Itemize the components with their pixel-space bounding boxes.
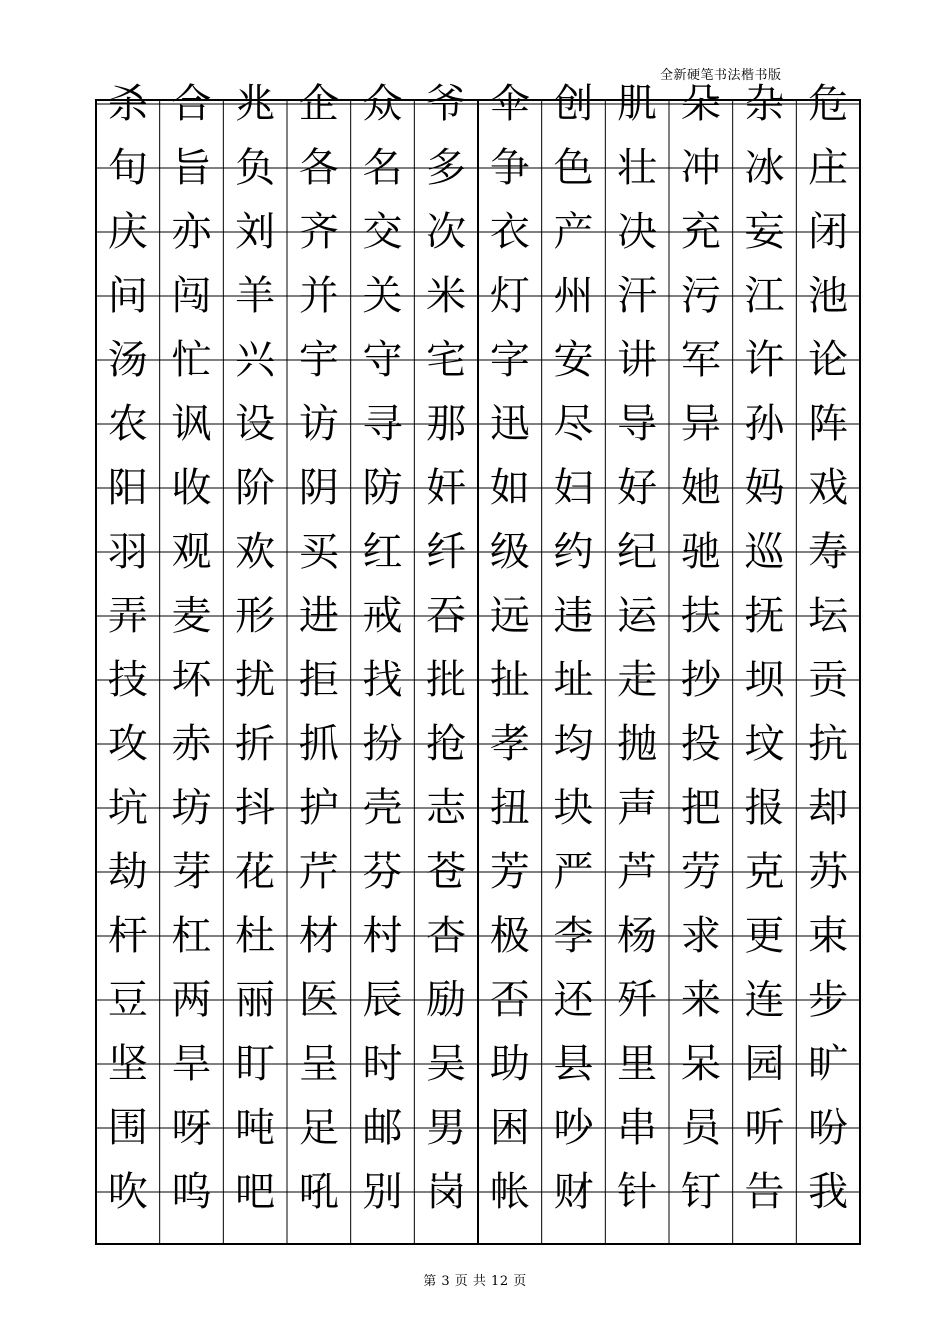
practice-character: 忙 (171, 337, 212, 383)
practice-character: 芬 (362, 849, 403, 895)
practice-character: 批 (426, 657, 467, 703)
practice-character: 交 (362, 209, 403, 255)
practice-character: 买 (298, 529, 339, 575)
practice-character: 员 (680, 1105, 721, 1151)
practice-character: 闭 (808, 209, 849, 255)
practice-character: 阶 (235, 465, 276, 511)
practice-character: 报 (744, 785, 785, 831)
practice-character: 医 (298, 977, 339, 1023)
practice-character: 抛 (617, 721, 658, 767)
practice-character: 羊 (235, 273, 276, 319)
practice-character: 米 (426, 273, 467, 319)
practice-character: 扰 (235, 657, 276, 703)
practice-character: 束 (808, 913, 849, 959)
practice-character: 好 (617, 465, 658, 511)
practice-character: 合 (171, 81, 212, 127)
practice-character: 军 (680, 337, 721, 383)
practice-character: 坟 (744, 721, 785, 767)
practice-character: 兆 (235, 81, 276, 127)
practice-character: 投 (680, 721, 721, 767)
practice-character: 岗 (426, 1169, 467, 1215)
practice-character: 负 (235, 145, 276, 191)
practice-character: 更 (744, 913, 785, 959)
practice-character: 宅 (426, 337, 467, 383)
practice-character: 那 (426, 401, 467, 447)
practice-character: 李 (553, 913, 594, 959)
practice-character: 闯 (171, 273, 212, 319)
practice-character: 寿 (808, 529, 849, 575)
practice-character: 址 (553, 657, 594, 703)
practice-character: 抚 (744, 593, 785, 639)
practice-character: 观 (171, 529, 212, 575)
practice-character: 阵 (808, 401, 849, 447)
practice-character: 听 (744, 1105, 785, 1151)
practice-character: 钉 (680, 1169, 721, 1215)
practice-character: 决 (617, 209, 658, 255)
practice-character: 别 (362, 1169, 403, 1215)
practice-character: 汤 (107, 337, 148, 383)
practice-character: 苍 (426, 849, 467, 895)
practice-character: 寻 (362, 401, 403, 447)
practice-character: 抄 (680, 657, 721, 703)
practice-character: 阴 (298, 465, 339, 511)
practice-character: 走 (617, 657, 658, 703)
practice-character: 庄 (808, 145, 849, 191)
practice-character: 呜 (171, 1169, 212, 1215)
practice-character: 弄 (107, 593, 148, 639)
practice-character: 劳 (680, 849, 721, 895)
practice-character: 坏 (171, 657, 212, 703)
practice-character: 红 (362, 529, 403, 575)
practice-character: 形 (235, 593, 276, 639)
practice-character: 旬 (107, 145, 148, 191)
practice-character: 旱 (171, 1041, 212, 1087)
practice-character: 坚 (107, 1041, 148, 1087)
practice-character: 企 (298, 81, 339, 127)
practice-character: 吵 (553, 1105, 594, 1151)
practice-character: 次 (426, 209, 467, 255)
practice-character: 巡 (744, 529, 785, 575)
practice-character: 讽 (171, 401, 212, 447)
practice-character: 灯 (489, 273, 530, 319)
practice-character: 赤 (171, 721, 212, 767)
practice-character: 迅 (489, 401, 530, 447)
practice-character: 防 (362, 465, 403, 511)
practice-character: 纤 (426, 529, 467, 575)
practice-character: 杏 (426, 913, 467, 959)
practice-character: 庆 (107, 209, 148, 255)
practice-character: 导 (617, 401, 658, 447)
practice-character: 芳 (489, 849, 530, 895)
practice-character: 爷 (426, 81, 467, 127)
practice-character: 两 (171, 977, 212, 1023)
practice-character: 抢 (426, 721, 467, 767)
practice-character: 志 (426, 785, 467, 831)
practice-character: 宇 (298, 337, 339, 383)
practice-character: 农 (107, 401, 148, 447)
practice-character: 呀 (171, 1105, 212, 1151)
practice-character: 杀 (107, 81, 148, 127)
practice-character: 花 (235, 849, 276, 895)
practice-character: 坛 (808, 593, 849, 639)
practice-character: 杠 (171, 913, 212, 959)
practice-character: 告 (744, 1169, 785, 1215)
practice-character: 冲 (680, 145, 721, 191)
practice-character: 折 (235, 721, 276, 767)
practice-character: 否 (489, 977, 530, 1023)
practice-character: 妇 (553, 465, 594, 511)
practice-character: 芦 (617, 849, 658, 895)
practice-character: 汗 (617, 273, 658, 319)
practice-character: 护 (298, 785, 339, 831)
practice-character: 壳 (362, 785, 403, 831)
practice-character: 扭 (489, 785, 530, 831)
practice-character: 杆 (107, 913, 148, 959)
practice-character: 戏 (808, 465, 849, 511)
practice-character: 池 (808, 273, 849, 319)
practice-character: 均 (553, 721, 594, 767)
practice-character: 兴 (235, 337, 276, 383)
practice-character: 旨 (171, 145, 212, 191)
practice-character: 呈 (298, 1041, 339, 1087)
practice-character: 励 (426, 977, 467, 1023)
practice-character: 贡 (808, 657, 849, 703)
practice-character: 收 (171, 465, 212, 511)
practice-character: 把 (680, 785, 721, 831)
practice-character: 步 (808, 977, 849, 1023)
practice-character: 克 (744, 849, 785, 895)
practice-character: 驰 (680, 529, 721, 575)
practice-character: 男 (426, 1105, 467, 1151)
practice-character: 芽 (171, 849, 212, 895)
practice-character: 伞 (489, 81, 530, 127)
practice-character: 充 (680, 209, 721, 255)
practice-character: 吨 (235, 1105, 276, 1151)
practice-character: 县 (553, 1041, 594, 1087)
practice-character: 戒 (362, 593, 403, 639)
practice-character: 坑 (107, 785, 148, 831)
practice-character: 杂 (744, 81, 785, 127)
practice-character: 劫 (107, 849, 148, 895)
practice-character: 豆 (107, 977, 148, 1023)
practice-character: 欢 (235, 529, 276, 575)
practice-character: 争 (489, 145, 530, 191)
practice-character: 色 (553, 145, 594, 191)
practice-character: 异 (680, 401, 721, 447)
practice-character: 吩 (808, 1105, 849, 1151)
practice-character: 严 (553, 849, 594, 895)
practice-character: 字 (489, 337, 530, 383)
practice-character: 访 (298, 401, 339, 447)
practice-character: 足 (298, 1105, 339, 1151)
practice-character: 苏 (808, 849, 849, 895)
practice-character: 许 (744, 337, 785, 383)
page-number-footer: 第 3 页 共 12 页 (423, 1274, 527, 1289)
practice-character: 吞 (426, 593, 467, 639)
practice-character: 守 (362, 337, 403, 383)
practice-character: 扶 (680, 593, 721, 639)
practice-character: 芹 (298, 849, 339, 895)
practice-character: 技 (107, 657, 148, 703)
practice-character: 创 (553, 81, 594, 127)
practice-character: 块 (553, 785, 594, 831)
practice-character: 吼 (298, 1169, 339, 1215)
practice-character: 江 (744, 273, 785, 319)
practice-character: 妈 (744, 465, 785, 511)
practice-character: 来 (680, 977, 721, 1023)
practice-character: 串 (617, 1105, 658, 1151)
practice-character: 约 (553, 529, 594, 575)
practice-character: 齐 (298, 209, 339, 255)
practice-character: 旷 (808, 1041, 849, 1087)
practice-character: 州 (553, 273, 594, 319)
header-title: 全新硬笔书法楷书版 (660, 68, 782, 83)
practice-character: 麦 (171, 593, 212, 639)
practice-character: 衣 (489, 209, 530, 255)
practice-character: 我 (808, 1169, 849, 1215)
practice-character: 孝 (489, 721, 530, 767)
practice-character: 各 (298, 145, 339, 191)
practice-character: 安 (553, 337, 594, 383)
practice-character: 杜 (235, 913, 276, 959)
practice-character: 并 (298, 273, 339, 319)
practice-character: 极 (489, 913, 530, 959)
practice-character: 众 (362, 81, 403, 127)
practice-character: 肌 (617, 81, 658, 127)
practice-character: 邮 (362, 1105, 403, 1151)
practice-character: 阳 (107, 465, 148, 511)
practice-character: 却 (808, 785, 849, 831)
practice-character: 围 (107, 1105, 148, 1151)
practice-character: 针 (617, 1169, 658, 1215)
practice-character: 困 (489, 1105, 530, 1151)
practice-character: 呆 (680, 1041, 721, 1087)
practice-character: 助 (489, 1041, 530, 1087)
practice-character: 吴 (426, 1041, 467, 1087)
practice-character: 刘 (235, 209, 276, 255)
practice-character: 产 (553, 209, 594, 255)
practice-character: 级 (489, 529, 530, 575)
practice-character: 抖 (235, 785, 276, 831)
practice-character: 坊 (171, 785, 212, 831)
practice-character: 村 (362, 913, 403, 959)
practice-character: 园 (744, 1041, 785, 1087)
practice-character: 财 (553, 1169, 594, 1215)
practice-character: 材 (298, 913, 339, 959)
practice-character: 吹 (107, 1169, 148, 1215)
practice-character: 纪 (617, 529, 658, 575)
practice-character: 找 (362, 657, 403, 703)
practice-character: 孙 (744, 401, 785, 447)
practice-character: 进 (298, 593, 339, 639)
practice-character: 壮 (617, 145, 658, 191)
practice-character: 时 (362, 1041, 403, 1087)
practice-character: 辰 (362, 977, 403, 1023)
practice-character: 关 (362, 273, 403, 319)
practice-character: 危 (808, 81, 849, 127)
practice-character: 帐 (489, 1169, 530, 1215)
practice-character: 攻 (107, 721, 148, 767)
practice-character: 声 (617, 785, 658, 831)
practice-character: 扮 (362, 721, 403, 767)
practice-character: 拒 (298, 657, 339, 703)
practice-character: 奸 (426, 465, 467, 511)
practice-character: 丽 (235, 977, 276, 1023)
practice-character: 吧 (235, 1169, 276, 1215)
practice-character: 连 (744, 977, 785, 1023)
practice-character: 论 (808, 337, 849, 383)
practice-character: 讲 (617, 337, 658, 383)
practice-character: 污 (680, 273, 721, 319)
practice-character: 远 (489, 593, 530, 639)
practice-character: 亦 (171, 209, 212, 255)
practice-character: 坝 (744, 657, 785, 703)
practice-character: 盯 (235, 1041, 276, 1087)
practice-character: 多 (426, 145, 467, 191)
practice-character: 求 (680, 913, 721, 959)
practice-character: 问 (107, 273, 148, 319)
practice-character: 冰 (744, 145, 785, 191)
practice-character: 抓 (298, 721, 339, 767)
practice-character: 运 (617, 593, 658, 639)
practice-character: 名 (362, 145, 403, 191)
practice-character: 羽 (107, 529, 148, 575)
practice-character: 里 (617, 1041, 658, 1087)
practice-character: 她 (680, 465, 721, 511)
practice-character: 设 (235, 401, 276, 447)
practice-character: 妄 (744, 209, 785, 255)
practice-character: 违 (553, 593, 594, 639)
practice-character: 抗 (808, 721, 849, 767)
practice-character: 扯 (489, 657, 530, 703)
practice-character: 杨 (617, 913, 658, 959)
practice-character: 还 (553, 977, 594, 1023)
practice-character: 尽 (553, 401, 594, 447)
practice-character: 朵 (680, 81, 721, 127)
practice-character: 歼 (617, 977, 658, 1023)
practice-character: 如 (489, 465, 530, 511)
